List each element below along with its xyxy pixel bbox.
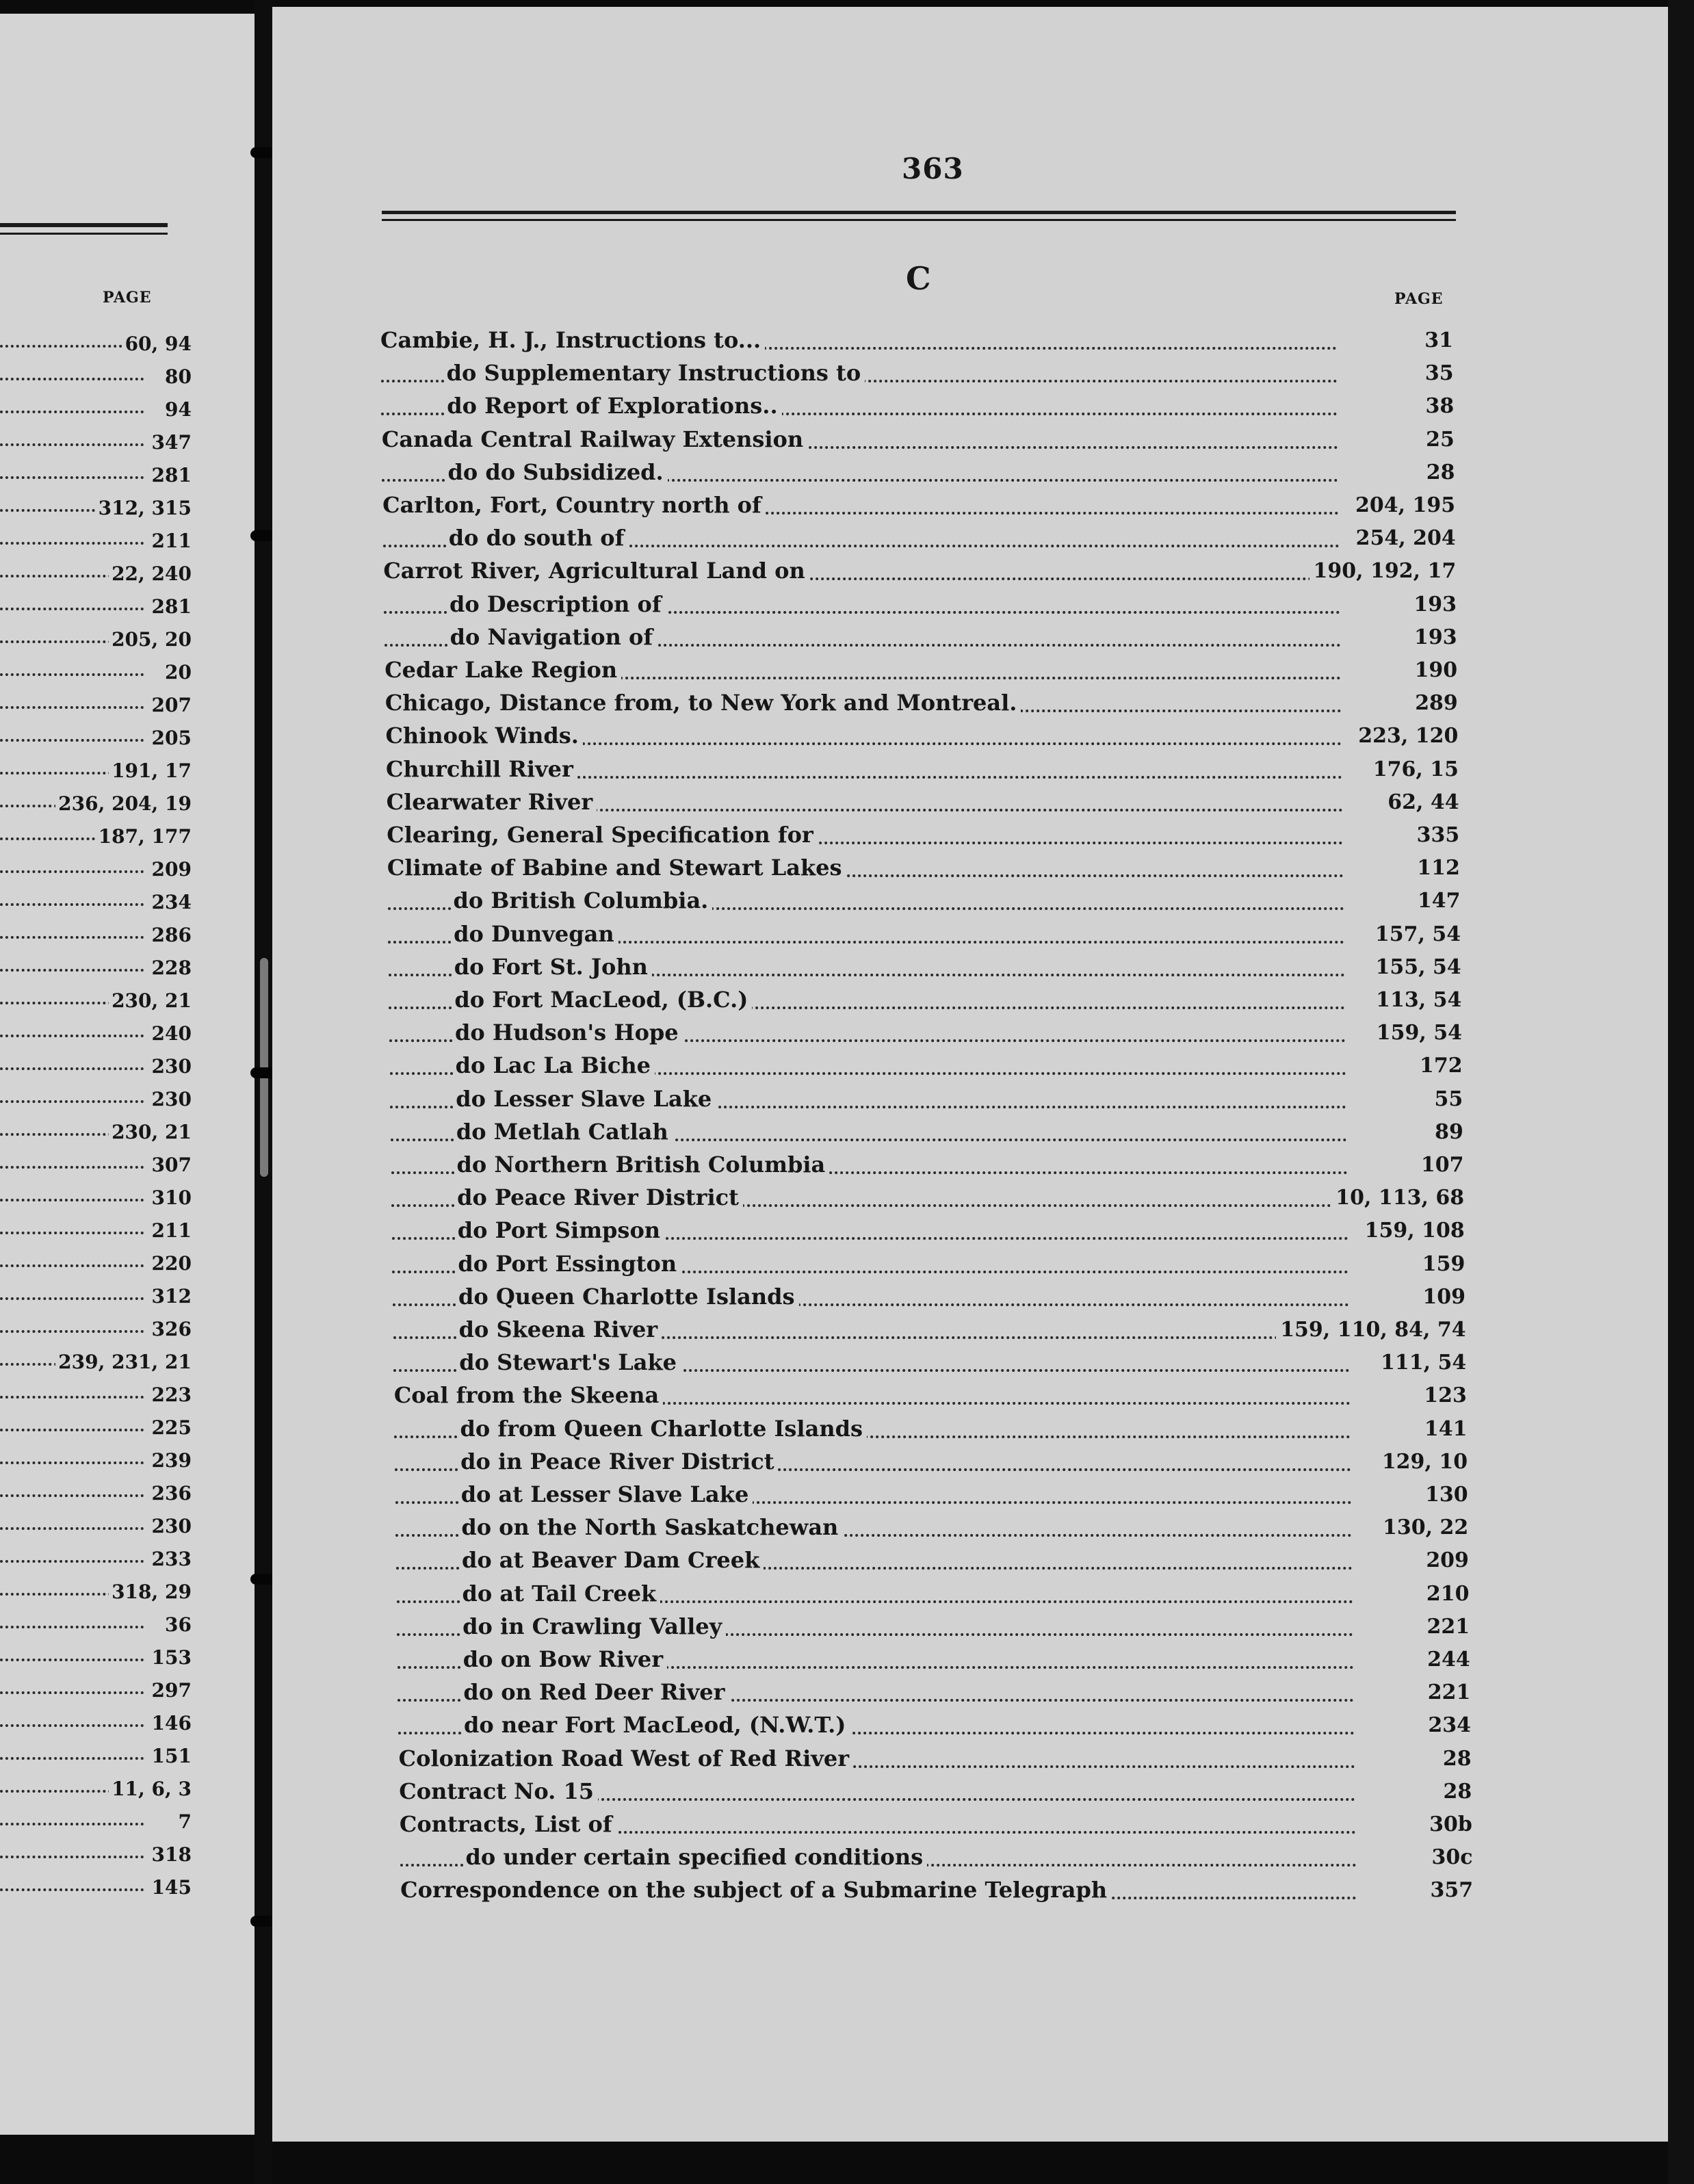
dot-leader	[0, 936, 144, 939]
index-page-ref: 25	[1422, 428, 1455, 452]
dot-leader	[0, 1067, 144, 1070]
dot-leader	[0, 411, 144, 413]
left-index-page-ref: 207	[149, 694, 192, 716]
left-index-page-ref: 318	[149, 1843, 192, 1866]
left-index-page-ref: 230, 21	[109, 989, 192, 1012]
left-index-row	[0, 494, 198, 525]
left-index-page-ref: 239	[149, 1449, 192, 1472]
index-page-ref: 159, 110, 84, 74	[1276, 1318, 1465, 1342]
index-page-ref: 244	[1423, 1648, 1470, 1672]
left-index-page-ref: 60, 94	[122, 333, 192, 355]
index-term: do Navigation of	[450, 624, 657, 650]
index-term: do Dunvegan	[454, 921, 618, 947]
left-index-page-ref: 20	[162, 661, 192, 684]
left-index-row	[0, 1052, 198, 1084]
dot-leader	[0, 1560, 144, 1563]
left-index-page-ref: 233	[149, 1548, 192, 1570]
index-term: do Northern British Columbia	[457, 1152, 830, 1178]
index-entry	[389, 1019, 1462, 1052]
index-page-ref: 109	[1418, 1285, 1465, 1309]
header-rule	[382, 211, 1456, 214]
left-index-page-ref: 228	[149, 957, 192, 979]
index-term: Climate of Babine and Stewart Lakes	[387, 855, 846, 881]
left-index-page-ref: 286	[149, 924, 192, 946]
left-index-row	[0, 1545, 198, 1576]
left-index-page-ref: 312, 315	[96, 497, 192, 519]
index-term: do Queen Charlotte Islands	[458, 1284, 799, 1310]
index-entry	[399, 1778, 1472, 1811]
index-entry	[400, 1877, 1473, 1910]
index-term: do under certain specified conditions	[466, 1844, 928, 1870]
left-index-row	[0, 724, 198, 755]
index-term: do Metlah Catlah	[456, 1119, 673, 1145]
left-index-page-ref: 205, 20	[109, 628, 192, 651]
left-index-page-ref: 281	[149, 464, 192, 486]
index-entry	[395, 1514, 1468, 1547]
dot-leader	[0, 903, 144, 906]
index-entry	[393, 1349, 1466, 1382]
dot-leader	[0, 1691, 144, 1694]
left-index-row	[0, 691, 198, 723]
left-index-page-ref: 191, 17	[109, 759, 192, 782]
left-page-column-header: PAGE	[103, 289, 152, 307]
left-index-row	[0, 625, 198, 657]
left-index-page-ref: 187, 177	[96, 825, 192, 848]
left-index-row	[0, 1446, 198, 1478]
index-entry	[389, 954, 1461, 987]
left-index-page-ref: 145	[149, 1876, 192, 1899]
index-entry	[385, 657, 1457, 690]
index-entry	[396, 1547, 1469, 1580]
left-index-row	[0, 1643, 198, 1675]
left-index-row	[0, 428, 198, 460]
index-term: Coal from the Skeena	[394, 1382, 663, 1408]
index-page-ref: 254, 204	[1352, 526, 1456, 550]
left-index-page-ref: 211	[149, 530, 192, 552]
left-index-row	[0, 1479, 198, 1511]
left-index-page-ref: 236	[149, 1482, 192, 1505]
left-index-row	[0, 1742, 198, 1773]
left-index-page-ref: 209	[149, 858, 192, 881]
dot-leader	[0, 1035, 144, 1037]
index-term: do on Red Deer River	[463, 1679, 729, 1705]
left-index-page-ref: 230, 21	[109, 1121, 192, 1143]
page-column-header: PAGE	[1394, 290, 1444, 308]
index-entry	[393, 1284, 1465, 1316]
left-index-row	[0, 1841, 198, 1872]
index-term: do in Peace River District	[460, 1448, 778, 1474]
index-term: Canada Central Railway Extension	[382, 426, 807, 452]
index-page-ref: 112	[1413, 856, 1460, 880]
index-page-ref: 289	[1411, 691, 1458, 715]
index-entry	[399, 1745, 1472, 1778]
index-page-ref: 111, 54	[1377, 1351, 1466, 1375]
index-term: do Supplementary Instructions to	[447, 360, 865, 386]
dot-leader	[0, 378, 144, 380]
index-page-ref: 172	[1416, 1054, 1463, 1078]
page-number: 363	[902, 152, 964, 185]
index-term: Chicago, Distance from, to New York and Montreal.	[385, 690, 1021, 716]
index-page	[272, 7, 1668, 2142]
left-index-row	[0, 461, 198, 493]
left-index-row	[0, 1676, 198, 1708]
index-term: Churchill River	[386, 756, 577, 782]
left-index-row	[0, 1184, 198, 1215]
index-entry	[383, 558, 1456, 590]
dot-leader	[0, 1856, 144, 1858]
left-index-page-ref: 223	[149, 1383, 192, 1406]
left-index-row	[0, 1249, 198, 1281]
index-term: Carrot River, Agricultural Land on	[383, 558, 809, 584]
index-page-ref: 28	[1422, 460, 1455, 484]
index-page-ref: 155, 54	[1372, 955, 1461, 979]
dot-leader	[0, 1724, 144, 1727]
dot-leader	[0, 476, 144, 479]
left-index-row	[0, 593, 198, 624]
left-index-page-ref: 230	[149, 1515, 192, 1537]
index-term: do in Crawling Valley	[462, 1613, 726, 1639]
index-term: Clearwater River	[387, 789, 597, 815]
index-entry	[381, 393, 1454, 426]
left-index-page-ref: 312	[149, 1285, 192, 1308]
index-entry	[390, 1052, 1463, 1085]
index-page-ref: 234	[1424, 1713, 1471, 1737]
index-entry	[398, 1679, 1470, 1712]
left-index-page-ref: 236, 204, 19	[55, 792, 192, 815]
dot-leader	[0, 1199, 144, 1201]
left-index-page-ref: 205	[149, 727, 192, 749]
left-index-row	[0, 822, 198, 854]
dot-leader	[0, 739, 144, 742]
page-edge	[1668, 0, 1694, 2184]
dot-leader	[0, 608, 144, 610]
dot-leader	[0, 1659, 144, 1661]
index-entry	[395, 1448, 1468, 1481]
left-index-row	[0, 560, 198, 591]
index-term: do at Lesser Slave Lake	[461, 1481, 753, 1507]
index-page-ref: 89	[1431, 1120, 1463, 1144]
dot-leader	[0, 1461, 144, 1464]
left-index-page-ref: 234	[149, 891, 192, 913]
index-page-ref: 159, 108	[1361, 1219, 1465, 1243]
index-entry	[387, 855, 1460, 887]
index-entry	[391, 1152, 1464, 1184]
index-page-ref: 159	[1418, 1252, 1465, 1276]
left-index-row	[0, 1611, 198, 1642]
index-page-ref: 107	[1417, 1153, 1464, 1177]
left-index-row	[0, 1381, 198, 1412]
index-entry	[387, 822, 1459, 855]
index-term: do near Fort MacLeod, (N.W.T.)	[464, 1712, 850, 1738]
left-index-page-ref: 239, 231, 21	[55, 1351, 192, 1373]
left-index-row	[0, 1414, 198, 1445]
index-page-ref: 113, 54	[1372, 988, 1461, 1012]
index-term: do Skeena River	[459, 1316, 662, 1342]
index-entry	[384, 591, 1457, 624]
index-entry	[385, 690, 1458, 723]
left-index-page-ref: 318, 29	[109, 1581, 192, 1603]
left-index-row	[0, 330, 198, 361]
index-term: Clearing, General Specification for	[387, 822, 817, 848]
left-index-page-ref: 220	[149, 1252, 192, 1275]
left-header-rule	[0, 223, 168, 227]
index-page-ref: 209	[1422, 1548, 1469, 1572]
dot-leader	[0, 1297, 144, 1300]
left-index-row	[0, 1085, 198, 1117]
left-index-row	[0, 1348, 198, 1379]
index-term: Colonization Road West of Red River	[399, 1745, 853, 1771]
index-entry	[398, 1712, 1471, 1745]
index-term: do from Queen Charlotte Islands	[460, 1416, 867, 1442]
index-page-ref: 223, 120	[1354, 724, 1458, 748]
dot-leader	[0, 1232, 144, 1234]
index-entry	[391, 1184, 1464, 1217]
index-page-ref: 10, 113, 68	[1331, 1186, 1464, 1210]
dot-leader	[0, 1626, 144, 1628]
index-term: do British Columbia.	[454, 887, 713, 913]
index-term: Contract No. 15	[399, 1778, 598, 1804]
left-index-page-ref: 146	[149, 1712, 192, 1734]
dot-leader	[0, 443, 144, 446]
left-index-row	[0, 1709, 198, 1741]
index-page-ref: 157, 54	[1371, 922, 1461, 946]
left-index-row	[0, 1151, 198, 1182]
index-term: Contracts, List of	[400, 1811, 616, 1837]
dot-leader	[0, 1100, 144, 1103]
index-page-ref: 35	[1421, 361, 1454, 385]
index-entry	[389, 987, 1461, 1019]
index-term: do at Beaver Dam Creek	[462, 1547, 764, 1573]
index-term: do at Tail Creek	[462, 1581, 661, 1607]
dot-leader	[0, 1396, 144, 1399]
left-index-row	[0, 855, 198, 887]
left-index-page-ref: 326	[149, 1318, 192, 1340]
left-index-row	[0, 1315, 198, 1347]
left-index-page-ref: 80	[162, 365, 192, 388]
index-page-ref: 190	[1411, 658, 1458, 682]
index-page-ref: 28	[1439, 1780, 1472, 1804]
index-term: Correspondence on the subject of a Submarine Telegraph	[400, 1877, 1111, 1903]
left-index-page-ref: 230	[149, 1088, 192, 1110]
left-header-rule-thin	[0, 233, 168, 235]
index-term: Chinook Winds.	[385, 723, 582, 749]
dot-leader	[0, 1429, 144, 1431]
left-index-page-ref: 310	[149, 1186, 192, 1209]
left-index-row	[0, 757, 198, 788]
left-index-row	[0, 1578, 198, 1609]
index-page-ref: 123	[1420, 1383, 1467, 1407]
index-entry	[382, 492, 1455, 525]
index-term: do Lesser Slave Lake	[456, 1086, 716, 1112]
dot-leader	[0, 870, 144, 873]
index-entry	[395, 1481, 1468, 1514]
index-page-ref: 28	[1439, 1747, 1472, 1771]
section-letter: C	[906, 260, 931, 297]
index-page-ref: 55	[1431, 1087, 1463, 1111]
left-index-row	[0, 658, 198, 690]
index-page-ref: 204, 195	[1351, 493, 1455, 517]
index-page-ref: 159, 54	[1372, 1021, 1462, 1045]
index-term: do Port Essington	[458, 1251, 681, 1277]
left-index-row	[0, 395, 198, 427]
index-term: do on the North Saskatchewan	[461, 1514, 842, 1540]
left-index-row	[0, 954, 198, 985]
index-entry	[388, 887, 1461, 920]
index-page-ref: 129, 10	[1378, 1450, 1468, 1474]
dot-leader	[0, 706, 144, 709]
index-entry	[386, 756, 1459, 789]
index-term: Carlton, Fort, Country north of	[382, 492, 766, 518]
left-index-row	[0, 790, 198, 821]
index-term: do on Bow River	[463, 1646, 667, 1672]
dot-leader	[0, 1166, 144, 1169]
index-term: do Port Simpson	[458, 1217, 664, 1243]
dot-leader	[0, 1757, 144, 1760]
left-page	[0, 14, 263, 2135]
left-index-page-ref: 347	[149, 431, 192, 454]
index-entry	[390, 1086, 1463, 1119]
index-page-ref: 31	[1420, 328, 1453, 352]
dot-leader	[0, 1823, 144, 1825]
left-index-row	[0, 921, 198, 952]
index-page-ref: 176, 15	[1369, 757, 1459, 781]
index-page-ref: 130	[1421, 1483, 1468, 1507]
index-page-ref: 30c	[1428, 1845, 1473, 1869]
index-term: do Peace River District	[457, 1184, 743, 1210]
index-entry	[400, 1811, 1472, 1844]
left-index-page-ref: 307	[149, 1154, 192, 1176]
dot-leader	[0, 1494, 144, 1497]
left-index-row	[0, 527, 198, 558]
index-page-ref: 62, 44	[1383, 790, 1459, 814]
index-entry	[387, 789, 1459, 822]
index-entry	[385, 723, 1458, 755]
index-entry	[380, 327, 1453, 360]
left-index-row	[0, 1217, 198, 1248]
index-entry	[394, 1416, 1467, 1448]
left-index-row	[0, 1512, 198, 1544]
index-term: do do Subsidized.	[447, 459, 667, 485]
index-page-ref: 130, 22	[1379, 1516, 1468, 1539]
dot-leader	[0, 673, 144, 676]
index-term: do Report of Explorations..	[447, 393, 781, 419]
index-entry	[391, 1119, 1463, 1152]
left-index-page-ref: 36	[162, 1613, 192, 1636]
index-entry	[392, 1217, 1465, 1250]
left-index-page-ref: 211	[149, 1219, 192, 1242]
left-index-row	[0, 888, 198, 920]
dot-leader	[0, 542, 144, 545]
index-entry	[382, 459, 1455, 492]
index-entry	[382, 426, 1455, 459]
left-index-row	[0, 363, 198, 394]
index-page-ref: 193	[1410, 625, 1457, 649]
index-term: do Lac La Biche	[456, 1052, 655, 1078]
index-entry	[397, 1613, 1470, 1646]
left-index-page-ref: 281	[149, 595, 192, 618]
index-entry	[385, 624, 1457, 657]
index-page-ref: 335	[1413, 823, 1460, 847]
index-entry	[394, 1382, 1467, 1415]
left-index-page-ref: 230	[149, 1055, 192, 1078]
dot-leader	[0, 1527, 144, 1530]
index-page-ref: 38	[1421, 394, 1454, 418]
index-entry	[393, 1316, 1466, 1349]
left-index-page-ref: 153	[149, 1646, 192, 1669]
left-index-row	[0, 1775, 198, 1806]
left-index-page-ref: 151	[149, 1745, 192, 1767]
left-index-row	[0, 987, 198, 1018]
left-index-row	[0, 1019, 198, 1051]
left-index-row	[0, 1282, 198, 1314]
header-rule-thin	[382, 219, 1456, 221]
index-page-ref: 190, 192, 17	[1309, 559, 1457, 583]
index-page-ref: 193	[1409, 593, 1457, 616]
index-page-ref: 221	[1423, 1615, 1470, 1639]
index-entry	[392, 1251, 1465, 1284]
left-index-page-ref: 225	[149, 1416, 192, 1439]
index-entry	[388, 921, 1461, 954]
dot-leader	[0, 1264, 144, 1267]
dot-leader	[0, 1330, 144, 1333]
index-term: do Stewart's Lake	[459, 1349, 681, 1375]
dot-leader	[0, 1888, 144, 1891]
left-index-row	[0, 1808, 198, 1839]
index-page-ref: 141	[1420, 1417, 1468, 1441]
index-page-ref: 221	[1424, 1680, 1471, 1704]
index-entry	[398, 1646, 1470, 1679]
index-term: do Fort St. John	[454, 954, 652, 980]
index-entry	[397, 1581, 1470, 1613]
left-index-page-ref: 240	[149, 1022, 192, 1045]
index-term: Cambie, H. J., Instructions to...	[380, 327, 765, 353]
index-entry	[400, 1844, 1473, 1877]
left-index-page-ref: 22, 240	[109, 562, 192, 585]
index-page-ref: 147	[1413, 889, 1461, 913]
index-page-ref: 210	[1422, 1582, 1470, 1606]
index-page-ref: 357	[1426, 1878, 1474, 1902]
index-term: do Fort MacLeod, (B.C.)	[454, 987, 752, 1013]
left-index-page-ref: 11, 6, 3	[109, 1778, 192, 1800]
index-page-ref: 30b	[1425, 1812, 1472, 1836]
index-term: Cedar Lake Region	[385, 657, 621, 683]
left-index-page-ref: 94	[162, 398, 192, 421]
dot-leader	[0, 969, 144, 972]
index-entry	[381, 360, 1454, 393]
left-index-row	[0, 1118, 198, 1149]
left-index-page-ref: 7	[176, 1810, 192, 1833]
left-index-page-ref: 297	[149, 1679, 192, 1702]
index-term: do Hudson's Hope	[455, 1019, 683, 1045]
index-term: do do south of	[449, 525, 629, 551]
index-entry	[383, 525, 1456, 558]
index-term: do Description of	[449, 591, 666, 617]
left-index-row	[0, 1873, 198, 1905]
